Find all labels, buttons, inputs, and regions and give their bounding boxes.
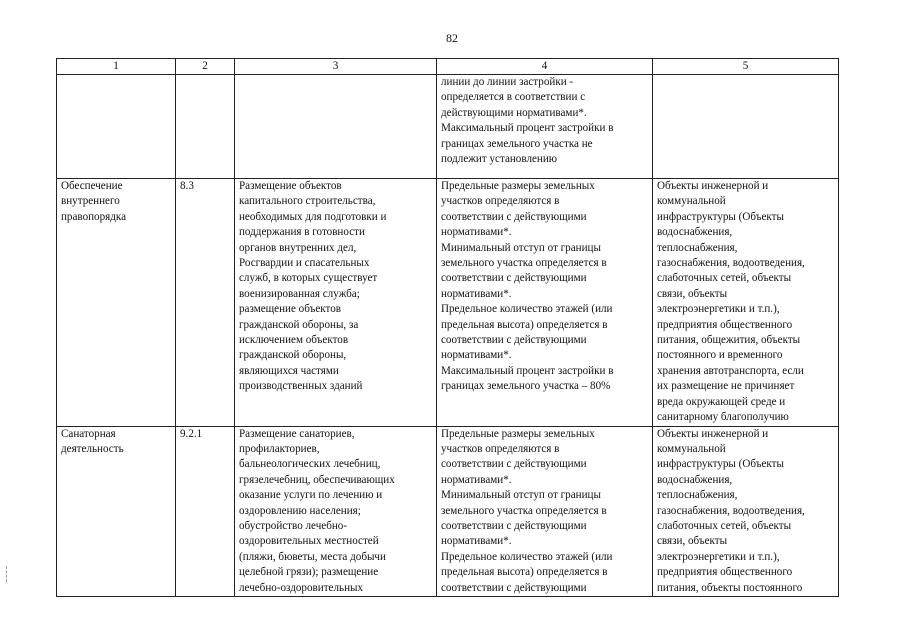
- cell-auxiliary-uses: Объекты инженерной и коммунальной инфраструктуры (Объекты водоснабжения, теплоснабжения, газоснабжения, водоотведения, слаботочных сетей, объекты связи, объекты электроэнергетики и т.п.), предприятия общественного питания, объекты постоянного: [653, 426, 839, 596]
- cell-activity-name: [57, 75, 176, 179]
- scan-edge-mark: [6, 566, 9, 582]
- header-col-2: 2: [176, 59, 235, 75]
- header-col-5: 5: [653, 59, 839, 75]
- header-col-4: 4: [437, 59, 653, 75]
- table-row: [57, 426, 839, 596]
- cell-code: [176, 75, 235, 179]
- table-header-row: [57, 59, 839, 75]
- cell-description: Размещение санаториев, профилакториев, бальнеологических лечебниц, грязелечебниц, обеспечивающих оказание услуги по лечению и оздоровлению населения; обустройство лечебно- оздоровительных местностей (пляжи, бюветы, места добычи целебной грязи); размещение лечебно-оздоровительных: [235, 426, 437, 596]
- cell-auxiliary-uses: Объекты инженерной и коммунальной инфраструктуры (Объекты водоснабжения, теплоснабжения, газоснабжения, водоотведения, слаботочных сетей, объекты связи, объекты электроэнергетики и т.п.), предприятия общественного питания, общежития, объекты постоянного и временного хранения автотранспорта, если их размещение не причиняет вреда окружающей среде и санитарному благополучию: [653, 179, 839, 427]
- cell-parameters: Предельные размеры земельных участков определяются в соответствии с действующими нормативами*. Минимальный отступ от границы земельного участка определяется в соответствии с действующими нормативами*. Предельное количество этажей (или предельная высота) определяется в соответствии с действующими: [437, 426, 653, 596]
- document-table: [56, 58, 839, 597]
- cell-parameters: линии до линии застройки - определяется в соответствии с действующими нормативами*. Максимальный процент застройки в границах земельного участка не подлежит установлению: [437, 75, 653, 179]
- cell-code: 8.3: [176, 179, 235, 427]
- header-col-1: 1: [57, 59, 176, 75]
- cell-activity-name: Обеспечение внутреннего правопорядка: [57, 179, 176, 427]
- cell-auxiliary-uses: [653, 75, 839, 179]
- cell-description: [235, 75, 437, 179]
- cell-parameters: Предельные размеры земельных участков определяются в соответствии с действующими нормативами*. Минимальный отступ от границы земельного участка определяется в соответствии с действующими нормативами*. Предельное количество этажей (или предельная высота) определяется в соответствии с действующими нормативами*. Максимальный процент застройки в границах земельного участка – 80%: [437, 179, 653, 427]
- table-row: [57, 179, 839, 427]
- cell-code: 9.2.1: [176, 426, 235, 596]
- cell-activity-name: Санаторная деятельность: [57, 426, 176, 596]
- header-col-3: 3: [235, 59, 437, 75]
- page-number: 82: [446, 31, 458, 45]
- cell-description: Размещение объектов капитального строительства, необходимых для подготовки и поддержания в готовности органов внутренних дел, Росгвардии и спасательных служб, в которых существует военизированная служба; размещение объектов гражданской обороны, за исключением объектов гражданской обороны, являющихся частями производственных зданий: [235, 179, 437, 427]
- table-row: [57, 75, 839, 179]
